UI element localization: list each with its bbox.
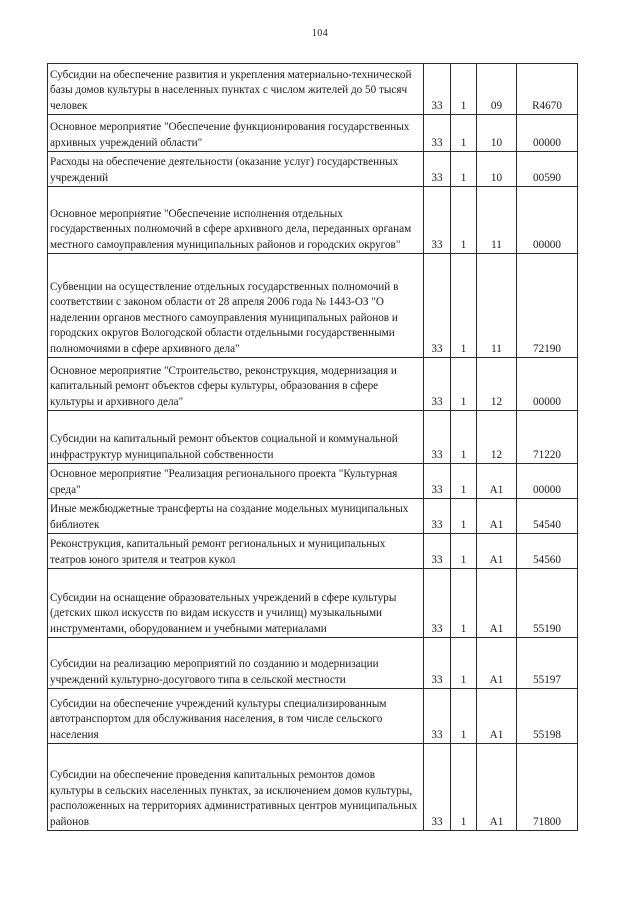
expense-name-cell: Основное мероприятие "Обеспечение исполнения отдельных государственных полномочий в сфере архивного дела, переданных органам местного самоуправления муниципальных районов и городских округов" xyxy=(48,187,424,254)
budget-classification-table xyxy=(47,63,578,831)
table-row xyxy=(48,115,578,152)
event-code-cell: A1 xyxy=(477,744,517,831)
event-code-cell: A1 xyxy=(477,499,517,534)
event-code-cell: A1 xyxy=(477,534,517,569)
table-row xyxy=(48,638,578,689)
expense-name-cell: Иные межбюджетные трансферты на создание модельных муниципальных библиотек xyxy=(48,499,424,534)
table-row xyxy=(48,358,578,411)
expense-name-cell: Основное мероприятие "Обеспечение функционирования государственных архивных учреждений области" xyxy=(48,115,424,152)
table-row xyxy=(48,411,578,464)
event-code-cell: A1 xyxy=(477,569,517,638)
subprogram-code-cell: 1 xyxy=(451,254,477,358)
ministry-code-cell: 33 xyxy=(424,569,451,638)
expense-direction-code-cell: 55198 xyxy=(517,689,578,744)
subprogram-code-cell: 1 xyxy=(451,569,477,638)
subprogram-code-cell: 1 xyxy=(451,187,477,254)
table-row xyxy=(48,64,578,115)
page-number: 104 xyxy=(311,28,329,39)
expense-name-cell: Субсидии на реализацию мероприятий по созданию и модернизации учреждений культурно-досугового типа в сельской местности xyxy=(48,638,424,689)
ministry-code-cell: 33 xyxy=(424,358,451,411)
ministry-code-cell: 33 xyxy=(424,187,451,254)
expense-name-cell: Субсидии на обеспечение учреждений культуры специализированным автотранспортом для обслуживания населения, в том числе сельского населения xyxy=(48,689,424,744)
ministry-code-cell: 33 xyxy=(424,499,451,534)
event-code-cell: A1 xyxy=(477,689,517,744)
ministry-code-cell: 33 xyxy=(424,115,451,152)
event-code-cell: A1 xyxy=(477,638,517,689)
subprogram-code-cell: 1 xyxy=(451,115,477,152)
expense-direction-code-cell: 71800 xyxy=(517,744,578,831)
expense-direction-code-cell: 00000 xyxy=(517,187,578,254)
expense-name-cell: Расходы на обеспечение деятельности (оказание услуг) государственных учреждений xyxy=(48,152,424,187)
table-row xyxy=(48,534,578,569)
table-row xyxy=(48,569,578,638)
subprogram-code-cell: 1 xyxy=(451,64,477,115)
subprogram-code-cell: 1 xyxy=(451,744,477,831)
expense-name-cell: Субсидии на обеспечение проведения капитальных ремонтов домов культуры в сельских населенных пунктах, за исключением домов культуры, расположенных на территориях административных центров муниципальных районов xyxy=(48,744,424,831)
ministry-code-cell: 33 xyxy=(424,464,451,499)
expense-direction-code-cell: 00000 xyxy=(517,358,578,411)
event-code-cell: 12 xyxy=(477,358,517,411)
subprogram-code-cell: 1 xyxy=(451,152,477,187)
ministry-code-cell: 33 xyxy=(424,638,451,689)
ministry-code-cell: 33 xyxy=(424,64,451,115)
ministry-code-cell: 33 xyxy=(424,534,451,569)
table-row xyxy=(48,689,578,744)
expense-direction-code-cell: 54560 xyxy=(517,534,578,569)
table-row xyxy=(48,254,578,358)
expense-direction-code-cell: R4670 xyxy=(517,64,578,115)
event-code-cell: 09 xyxy=(477,64,517,115)
expense-direction-code-cell: 00000 xyxy=(517,464,578,499)
ministry-code-cell: 33 xyxy=(424,411,451,464)
subprogram-code-cell: 1 xyxy=(451,689,477,744)
expense-direction-code-cell: 55197 xyxy=(517,638,578,689)
subprogram-code-cell: 1 xyxy=(451,534,477,569)
subprogram-code-cell: 1 xyxy=(451,411,477,464)
event-code-cell: 10 xyxy=(477,152,517,187)
expense-name-cell: Реконструкция, капитальный ремонт региональных и муниципальных театров юного зрителя и театров кукол xyxy=(48,534,424,569)
subprogram-code-cell: 1 xyxy=(451,499,477,534)
table-row xyxy=(48,744,578,831)
table-row xyxy=(48,152,578,187)
expense-name-cell: Субсидии на оснащение образовательных учреждений в сфере культуры (детских школ искусств по видам искусств и училищ) музыкальными инструментами, оборудованием и учебными материалами xyxy=(48,569,424,638)
ministry-code-cell: 33 xyxy=(424,744,451,831)
event-code-cell: 11 xyxy=(477,254,517,358)
table-row xyxy=(48,499,578,534)
subprogram-code-cell: 1 xyxy=(451,358,477,411)
subprogram-code-cell: 1 xyxy=(451,638,477,689)
expense-name-cell: Основное мероприятие "Реализация регионального проекта "Культурная среда" xyxy=(48,464,424,499)
expense-direction-code-cell: 72190 xyxy=(517,254,578,358)
ministry-code-cell: 33 xyxy=(424,152,451,187)
expense-name-cell: Основное мероприятие "Строительство, реконструкция, модернизация и капитальный ремонт объектов сферы культуры, образования в сфере культуры и архивного дела" xyxy=(48,358,424,411)
event-code-cell: 12 xyxy=(477,411,517,464)
expense-direction-code-cell: 71220 xyxy=(517,411,578,464)
expense-name-cell: Субсидии на капитальный ремонт объектов социальной и коммунальной инфраструктур муниципальной собственности xyxy=(48,411,424,464)
ministry-code-cell: 33 xyxy=(424,254,451,358)
expense-direction-code-cell: 00590 xyxy=(517,152,578,187)
ministry-code-cell: 33 xyxy=(424,689,451,744)
table-row xyxy=(48,187,578,254)
expense-direction-code-cell: 55190 xyxy=(517,569,578,638)
expense-direction-code-cell: 54540 xyxy=(517,499,578,534)
subprogram-code-cell: 1 xyxy=(451,464,477,499)
expense-direction-code-cell: 00000 xyxy=(517,115,578,152)
expense-name-cell: Субвенции на осуществление отдельных государственных полномочий в соответствии с законом области от 28 апреля 2006 года № 1443-ОЗ "О наделении органов местного самоуправления муниципальных районов и городских округов Вологодской области отдельными государственными полномочиями в сфере архивного дела" xyxy=(48,254,424,358)
table-row xyxy=(48,464,578,499)
event-code-cell: 10 xyxy=(477,115,517,152)
event-code-cell: A1 xyxy=(477,464,517,499)
expense-name-cell: Субсидии на обеспечение развития и укрепления материально-технической базы домов культуры в населенных пунктах с числом жителей до 50 тысяч человек xyxy=(48,64,424,115)
event-code-cell: 11 xyxy=(477,187,517,254)
